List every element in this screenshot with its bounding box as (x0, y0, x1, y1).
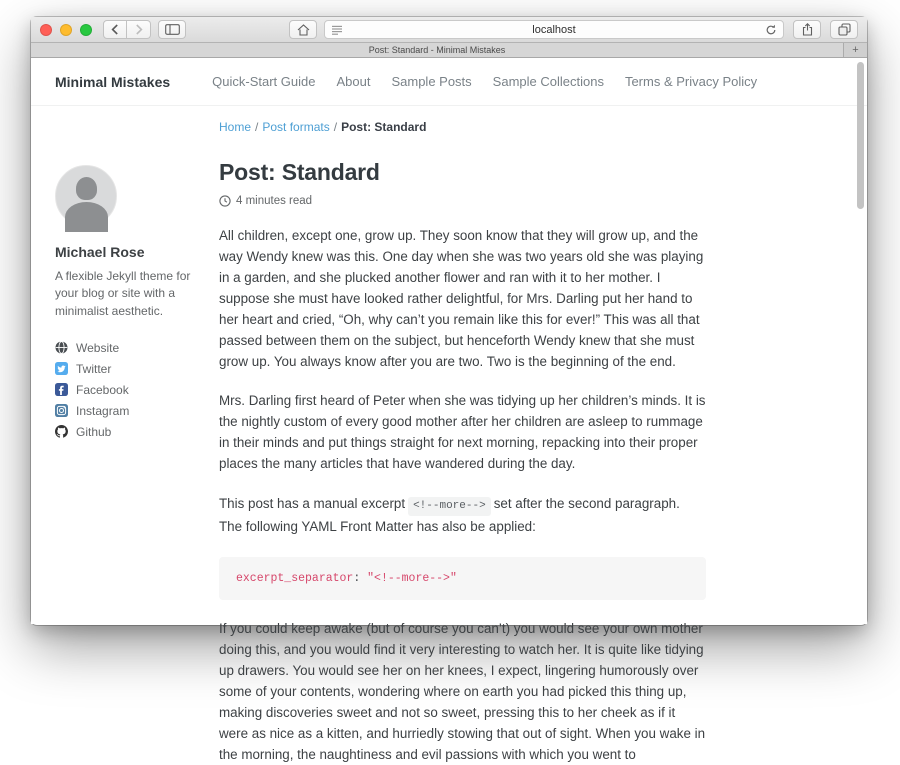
github-icon (55, 425, 68, 438)
new-tab-button[interactable]: + (843, 43, 867, 57)
history-nav-buttons (103, 20, 151, 39)
minimize-window-button[interactable] (60, 24, 72, 36)
breadcrumb-post-formats-link[interactable]: Post formats (262, 120, 330, 134)
nav-link-terms-privacy-policy[interactable]: Terms & Privacy Policy (624, 74, 758, 89)
url-text: localhost (532, 23, 576, 36)
nav-link-sample-collections[interactable]: Sample Collections (492, 74, 604, 89)
nav-link-sample-posts[interactable]: Sample Posts (391, 74, 472, 89)
code-value: "<!--more-->" (367, 571, 457, 585)
avatar (55, 165, 117, 227)
author-links (55, 341, 219, 438)
author-sidebar (55, 120, 219, 765)
nav-link-quick-start-guide[interactable]: Quick-Start Guide (212, 74, 316, 89)
sidebar-link-twitter[interactable]: Twitter (55, 362, 219, 375)
scrollbar-thumb[interactable] (857, 62, 864, 209)
instagram-icon (55, 404, 68, 417)
code-key: excerpt_separator (236, 571, 354, 585)
site-title-link[interactable]: Minimal Mistakes (55, 73, 171, 90)
post-paragraph-3: This post has a manual excerpt <!--more--> set after the second paragraph. The following YAML Front Matter has also be applied: (219, 495, 680, 534)
sidebar-icon (165, 24, 180, 35)
share-icon (802, 23, 813, 36)
home-icon (297, 24, 310, 36)
sidebar-link-facebook[interactable]: Facebook (55, 383, 219, 396)
browser-window (31, 17, 867, 763)
page-content (31, 106, 867, 765)
post-title: Post: Standard (219, 159, 380, 185)
tab-title: Post: Standard - Minimal Mistakes (368, 45, 506, 55)
post-paragraph-1: All children, except one, grow up. They soon know that they will grow up, and the way Wendy knew was this. One day when she was two years old she was playing in a garden, and she plucked another flower and ran with it to her mother. I suppose she must have looked rather delightful, for Mrs. Darling put her hand to her heart and cried, “Oh, why can’t you remain like this for ever!” This was all that passed between them on the subject, but henceforth Wendy knew that she must grow up. You always know after you are two. Two is the beginning of the end. (219, 228, 704, 370)
post-paragraph-2: Mrs. Darling first heard of Peter when she was tidying up her children’s minds. It is the nightly custom of every good mother after her children are asleep to rummage in their minds and put things straight for next morning, repacking into their proper places the many articles that have wandered during the day. (219, 393, 706, 472)
zoom-window-button[interactable] (80, 24, 92, 36)
sidebar-link-github[interactable]: Github (55, 425, 219, 438)
tab-bar (31, 43, 867, 58)
inline-code-more-tag: <!--more--> (408, 497, 491, 516)
tabs-icon (838, 23, 851, 36)
forward-button[interactable] (127, 20, 151, 39)
sidebar-link-instagram[interactable]: Instagram (55, 404, 219, 417)
page-viewport (31, 58, 867, 763)
yaml-code-block: excerpt_separator: "<!--more-->" (219, 557, 706, 600)
window-controls (40, 24, 92, 36)
browser-titlebar (31, 17, 867, 43)
sidebar-link-website[interactable]: Website (55, 341, 219, 354)
post-paragraph-4: If you could keep awake (but of course you can’t) you would see your own mother doing this, and you would find it very interesting to watch her. It is quite like tidying up drawers. You would see her on her knees, I expect, lingering humorously over some of your contents, wondering where on earth you had picked this thing up, making discoveries sweet and not so sweet, pressing this to her cheek as if it were as nice as a kitten, and hurriedly stowing that out of sight. When you wake in the morning, the naughtiness and evil passions with which you went to (219, 620, 706, 763)
active-tab[interactable] (31, 43, 843, 57)
read-time: 4 minutes read (236, 195, 313, 207)
share-button[interactable] (793, 20, 821, 39)
article (219, 120, 706, 765)
breadcrumb-home-link[interactable]: Home (219, 120, 252, 134)
back-button[interactable] (103, 20, 127, 39)
close-window-button[interactable] (40, 24, 52, 36)
author-bio: A flexible Jekyll theme for your blog or site with a minimalist aesthetic. (55, 269, 191, 318)
breadcrumb-current: Post: Standard (341, 120, 427, 134)
breadcrumb: Home / Post formats / Post: Standard (219, 120, 427, 134)
tab-overview-button[interactable] (830, 20, 858, 39)
chevron-right-icon (135, 24, 143, 35)
clock-icon (219, 195, 231, 207)
chevron-left-icon (111, 24, 119, 35)
refresh-icon[interactable] (765, 24, 777, 36)
sidebar-toggle-button[interactable] (158, 20, 186, 39)
address-bar[interactable] (324, 20, 784, 39)
nav-link-about[interactable]: About (336, 74, 371, 89)
twitter-icon (55, 362, 68, 375)
home-button[interactable] (289, 20, 317, 39)
masthead (31, 58, 867, 106)
masthead-nav (212, 74, 757, 89)
author-name: Michael Rose (55, 244, 145, 260)
facebook-icon (55, 383, 68, 396)
avatar-silhouette (76, 177, 97, 200)
post-meta (219, 195, 706, 207)
globe-icon (55, 341, 68, 354)
